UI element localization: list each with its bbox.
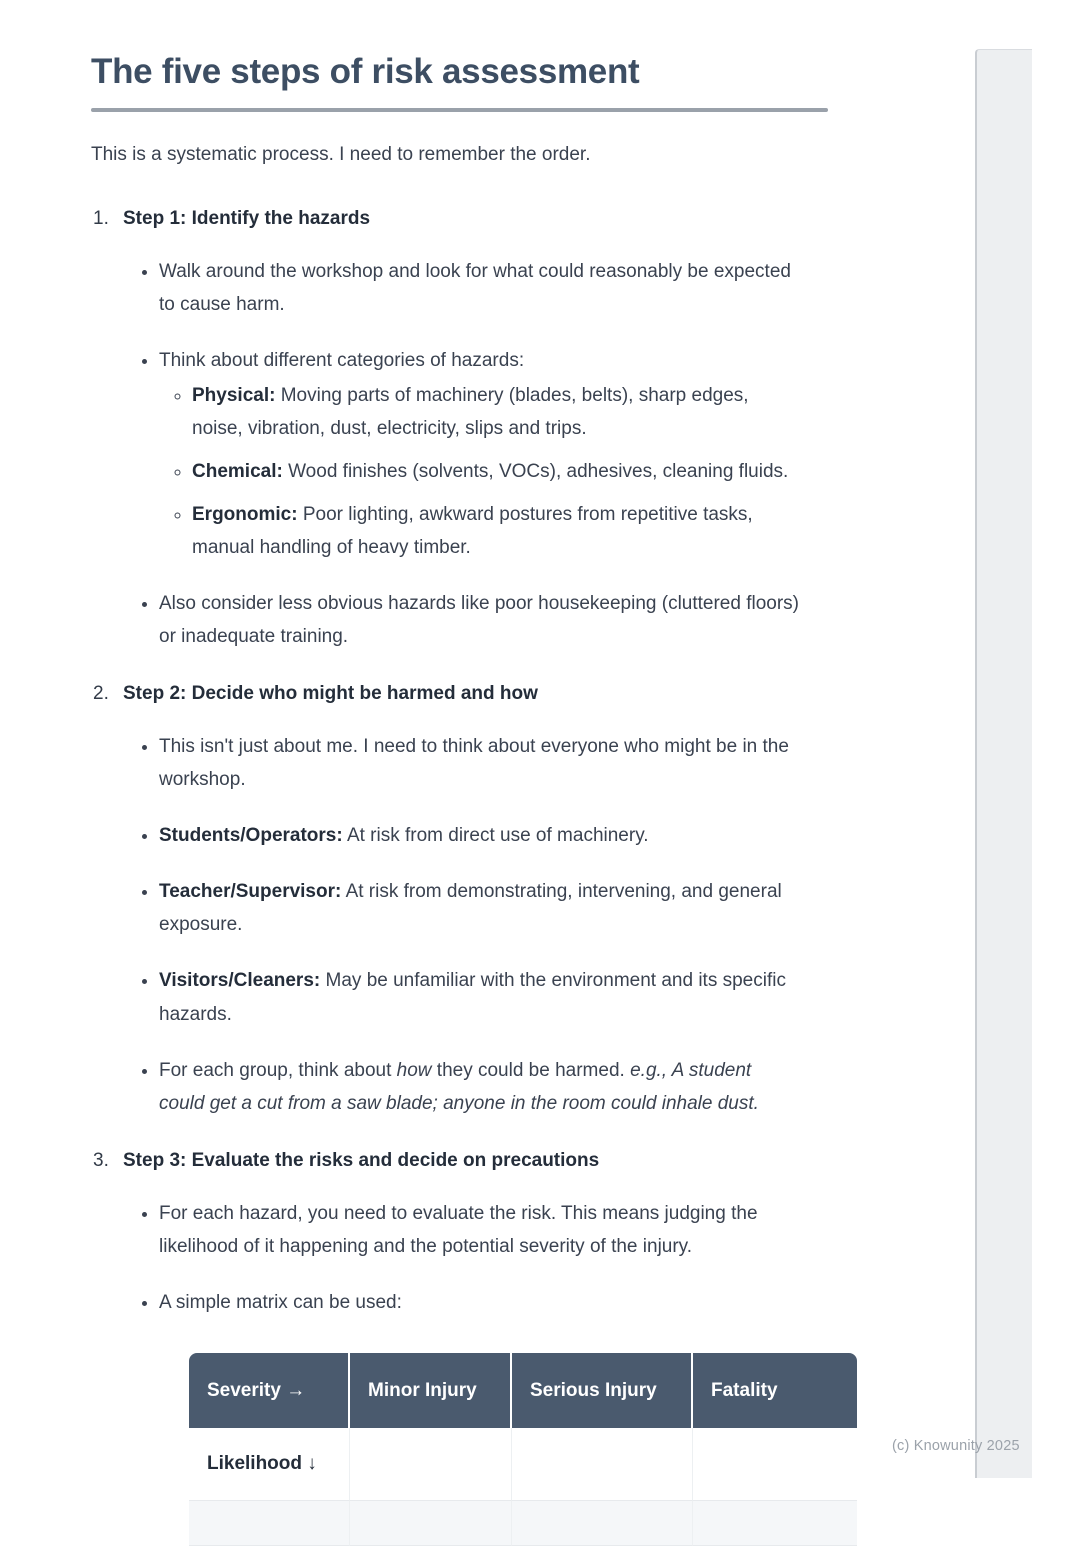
bullet-text: At risk from demonstrating, intervening, and general exposure.	[159, 881, 782, 936]
bullet-lead: Chemical:	[192, 460, 283, 482]
list-item: • Also consider less obvious hazards like poor housekeeping (cluttered floors) or inadequate training.	[159, 587, 799, 653]
step-3-bullets	[123, 1197, 828, 1319]
table-cell-empty	[512, 1428, 693, 1501]
document-page	[91, 0, 828, 1546]
page-title: The five steps of risk assessment	[91, 52, 640, 91]
table-header-row	[189, 1353, 857, 1428]
step-number: 2.	[93, 683, 109, 705]
intro-paragraph: This is a systematic process. I need to remember the order.	[91, 144, 591, 166]
bullet-lead: Physical:	[192, 384, 276, 406]
title-divider	[91, 108, 828, 112]
list-item	[192, 455, 799, 488]
table-header-serious-injury: Serious Injury	[512, 1353, 693, 1428]
step-1-title: Step 1: Identify the hazards	[123, 207, 371, 229]
bullet-text: For each group, think about	[159, 1059, 397, 1081]
bullet-text: May be unfamiliar with the environment and its specific hazards.	[159, 970, 786, 1025]
bullet-text: Moving parts of machinery (blades, belts), sharp edges, noise, vibration, dust, electricity, slips and trips.	[192, 384, 749, 439]
table-header-fatality: Fatality	[693, 1353, 857, 1428]
table-header-minor-injury: Minor Injury	[350, 1353, 512, 1428]
next-page-edge	[975, 49, 1032, 1478]
list-item: • This isn't just about me. I need to think about everyone who might be in the workshop.	[159, 730, 799, 796]
step-3-title: Step 3: Evaluate the risks and decide on precautions	[123, 1149, 600, 1171]
bullet-text: Poor lighting, awkward postures from repetitive tasks, manual handling of heavy timber.	[192, 504, 753, 559]
bullet-lead: Ergonomic:	[192, 504, 298, 526]
list-item	[159, 344, 799, 564]
list-item	[192, 498, 799, 564]
list-item-step-2	[93, 677, 828, 1119]
step-2-bullets	[123, 730, 828, 1119]
list-item: • Walk around the workshop and look for what could reasonably be expected to cause harm.	[159, 255, 799, 321]
step-number: 1.	[93, 207, 109, 229]
step-2-title: Step 2: Decide who might be harmed and how	[123, 683, 538, 705]
list-item-step-1	[93, 202, 828, 654]
table-cell-likelihood-label: Likelihood ↓	[189, 1428, 350, 1501]
bullet-lead: Visitors/Cleaners:	[159, 970, 321, 992]
list-item-step-3	[93, 1144, 828, 1546]
table-cell-empty	[350, 1501, 512, 1546]
list-item: • A simple matrix can be used:	[159, 1286, 799, 1319]
table-cell-empty	[693, 1428, 857, 1501]
watermark-text: (c) Knowunity 2025	[892, 1438, 1020, 1454]
bullet-text: they could be harmed.	[431, 1059, 631, 1081]
step-1-bullets	[123, 255, 828, 653]
list-item: • For each hazard, you need to evaluate the risk. This means judging the likelihood of it happening and the potential severity of the injury.	[159, 1197, 799, 1263]
list-item	[192, 379, 799, 445]
table-row-partial	[189, 1501, 857, 1546]
italic-text: how	[396, 1059, 432, 1081]
table-cell-empty	[512, 1501, 693, 1546]
table-header-severity: Severity →	[189, 1353, 350, 1428]
table-row-likelihood	[189, 1428, 857, 1501]
list-item	[159, 1054, 799, 1120]
bullet-lead: Teacher/Supervisor:	[159, 881, 342, 903]
italic-example-text: e.g., A student could get a cut from a saw blade; anyone in the room could inhale dust.	[159, 1059, 759, 1114]
table-cell-empty	[189, 1501, 350, 1546]
bullet-text: At risk from direct use of machinery.	[346, 825, 649, 847]
hazard-category-sublist	[159, 379, 799, 564]
list-item	[159, 875, 799, 941]
list-item	[159, 819, 799, 852]
bullet-text: Think about different categories of hazards:	[159, 349, 525, 371]
bullet-lead: Students/Operators:	[159, 825, 343, 847]
table-cell-empty	[693, 1501, 857, 1546]
table-cell-empty	[350, 1428, 512, 1501]
bullet-text: Wood finishes (solvents, VOCs), adhesives, cleaning fluids.	[288, 460, 789, 482]
step-number: 3.	[93, 1149, 109, 1171]
risk-matrix-table	[189, 1353, 857, 1546]
steps-list	[91, 202, 828, 1546]
list-item	[159, 964, 799, 1030]
